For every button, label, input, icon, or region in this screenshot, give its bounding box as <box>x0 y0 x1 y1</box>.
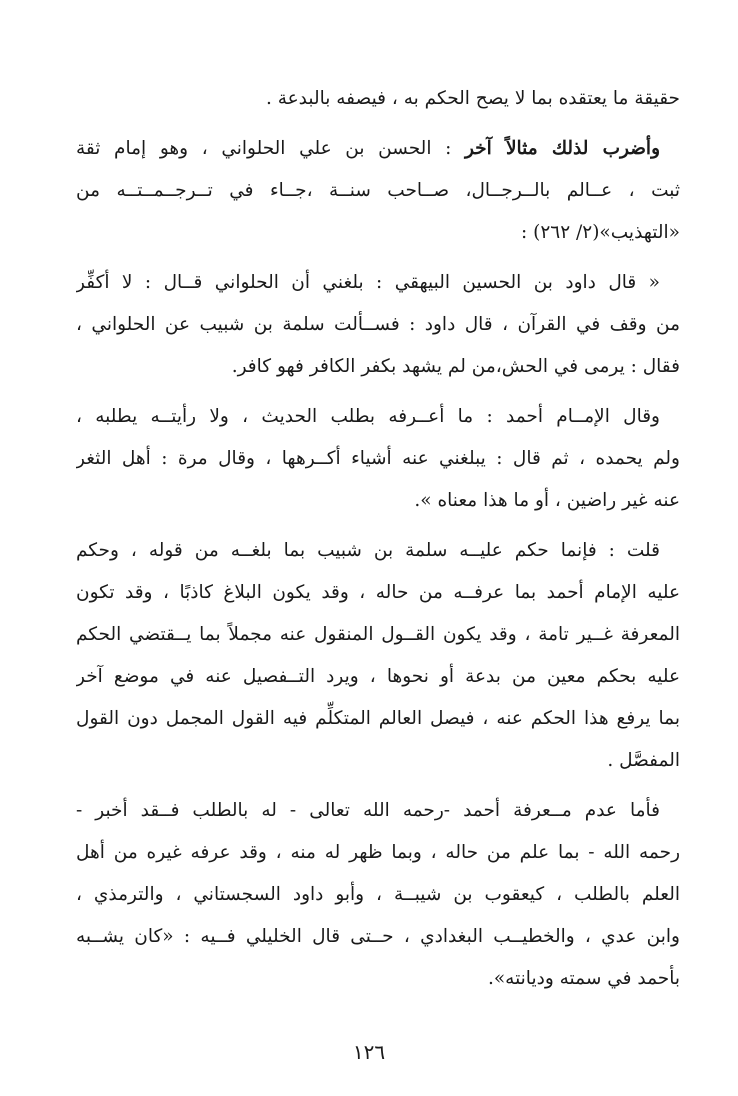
paragraph-2-line-1 <box>76 128 680 170</box>
paragraph-gap <box>76 120 680 128</box>
paragraph-2-line-3: «التهذيب»(٢/ ٢٦٢) : <box>521 222 680 243</box>
paragraph-3-line-2: من وقف في القرآن ، قال داود : فســألت سلمة بن شبيب عن الحلواني ، <box>76 314 680 335</box>
paragraph-6-line-3: العلم بالطلب ، كيعقوب بن شيبــة ، وأبو داود السجستاني ، والترمذي ، <box>76 884 680 905</box>
paragraph-6-line-4: وابن عدي ، والخطيــب البغدادي ، حــتى قال الخليلي فــيه : «كان يشــبه <box>76 926 680 947</box>
paragraph-3-line-3: فقال : يرمى في الحش،من لم يشهد بكفر الكافر فهو كافر. <box>231 356 680 377</box>
paragraph-4-line-1: وقال الإمــام أحمد : ما أعــرفه بطلب الحديث ، ولا رأيتــه يطلبه ، <box>76 406 660 427</box>
paragraph-1-line-1: حقيقة ما يعتقده بما لا يصح الحكم به ، فيصفه بالبدعة . <box>265 88 680 109</box>
paragraph-6-line-5: بأحمد في سمته وديانته». <box>487 968 680 989</box>
paragraph-gap <box>76 388 680 396</box>
paragraph-5-line-1: قلت : فإنما حكم عليــه سلمة بن شبيب بما بلغــه من قوله ، وحكم <box>76 540 660 561</box>
paragraph-4-line-2: ولم يحمده ، ثم قال : يبلغني عنه أشياء أكــرهها ، وقال مرة : أهل الثغر <box>76 448 680 469</box>
paragraph-5-line-4: عليه بحكم معين من بدعة أو نحوها ، ويرد التــفصيل عنه في موضع آخر <box>76 666 680 687</box>
paragraph-5-line-6: المفصَّل . <box>607 750 680 771</box>
paragraph-4-line-3: عنه غير راضين ، أو ما هذا معناه ». <box>414 490 680 511</box>
paragraph-gap <box>76 522 680 530</box>
page-number: ١٢٦ <box>352 1040 386 1064</box>
paragraph-5-line-5: بما يرفع هذا الحكم عنه ، فيصل العالم المتكلِّم فيه القول المجمل دون القول <box>76 708 680 729</box>
page-text <box>76 78 680 1000</box>
paragraph-6-line-2: رحمه الله - بما علم من حاله ، وبما ظهر له منه ، وقد عرفه غيره من أهل <box>76 842 680 863</box>
paragraph-gap <box>76 782 680 790</box>
paragraph-gap <box>76 254 680 262</box>
paragraph-6-line-1: فأما عدم مــعرفة أحمد -رحمه الله تعالى - له بالطلب فــقد أخبر - <box>76 800 660 821</box>
paragraph-5-line-3: المعرفة غــير تامة ، وقد يكون القــول المنقول عنه مجملاً بما يــقتضي الحكم <box>76 624 680 645</box>
paragraph-2-line-1-text: : الحسن بن علي الحلواني ، وهو إمام ثقة <box>76 138 465 159</box>
paragraph-2-line-2: ثبت ، عــالم بالــرجــال، صــاحب سنــة ،جــاء في تــرجــمــتــه من <box>76 180 680 201</box>
paragraph-3-line-1: « قال داود بن الحسين البيهقي : بلغني أن الحلواني قــال : لا أكفِّر <box>76 272 660 293</box>
bold-lead-text: وأضرب لذلك مثالاً آخر <box>464 138 660 159</box>
paragraph-5-line-2: عليه الإمام أحمد بما عرفــه من حاله ، وقد يكون البلاغ كاذبًا ، وقد تكون <box>76 582 680 603</box>
